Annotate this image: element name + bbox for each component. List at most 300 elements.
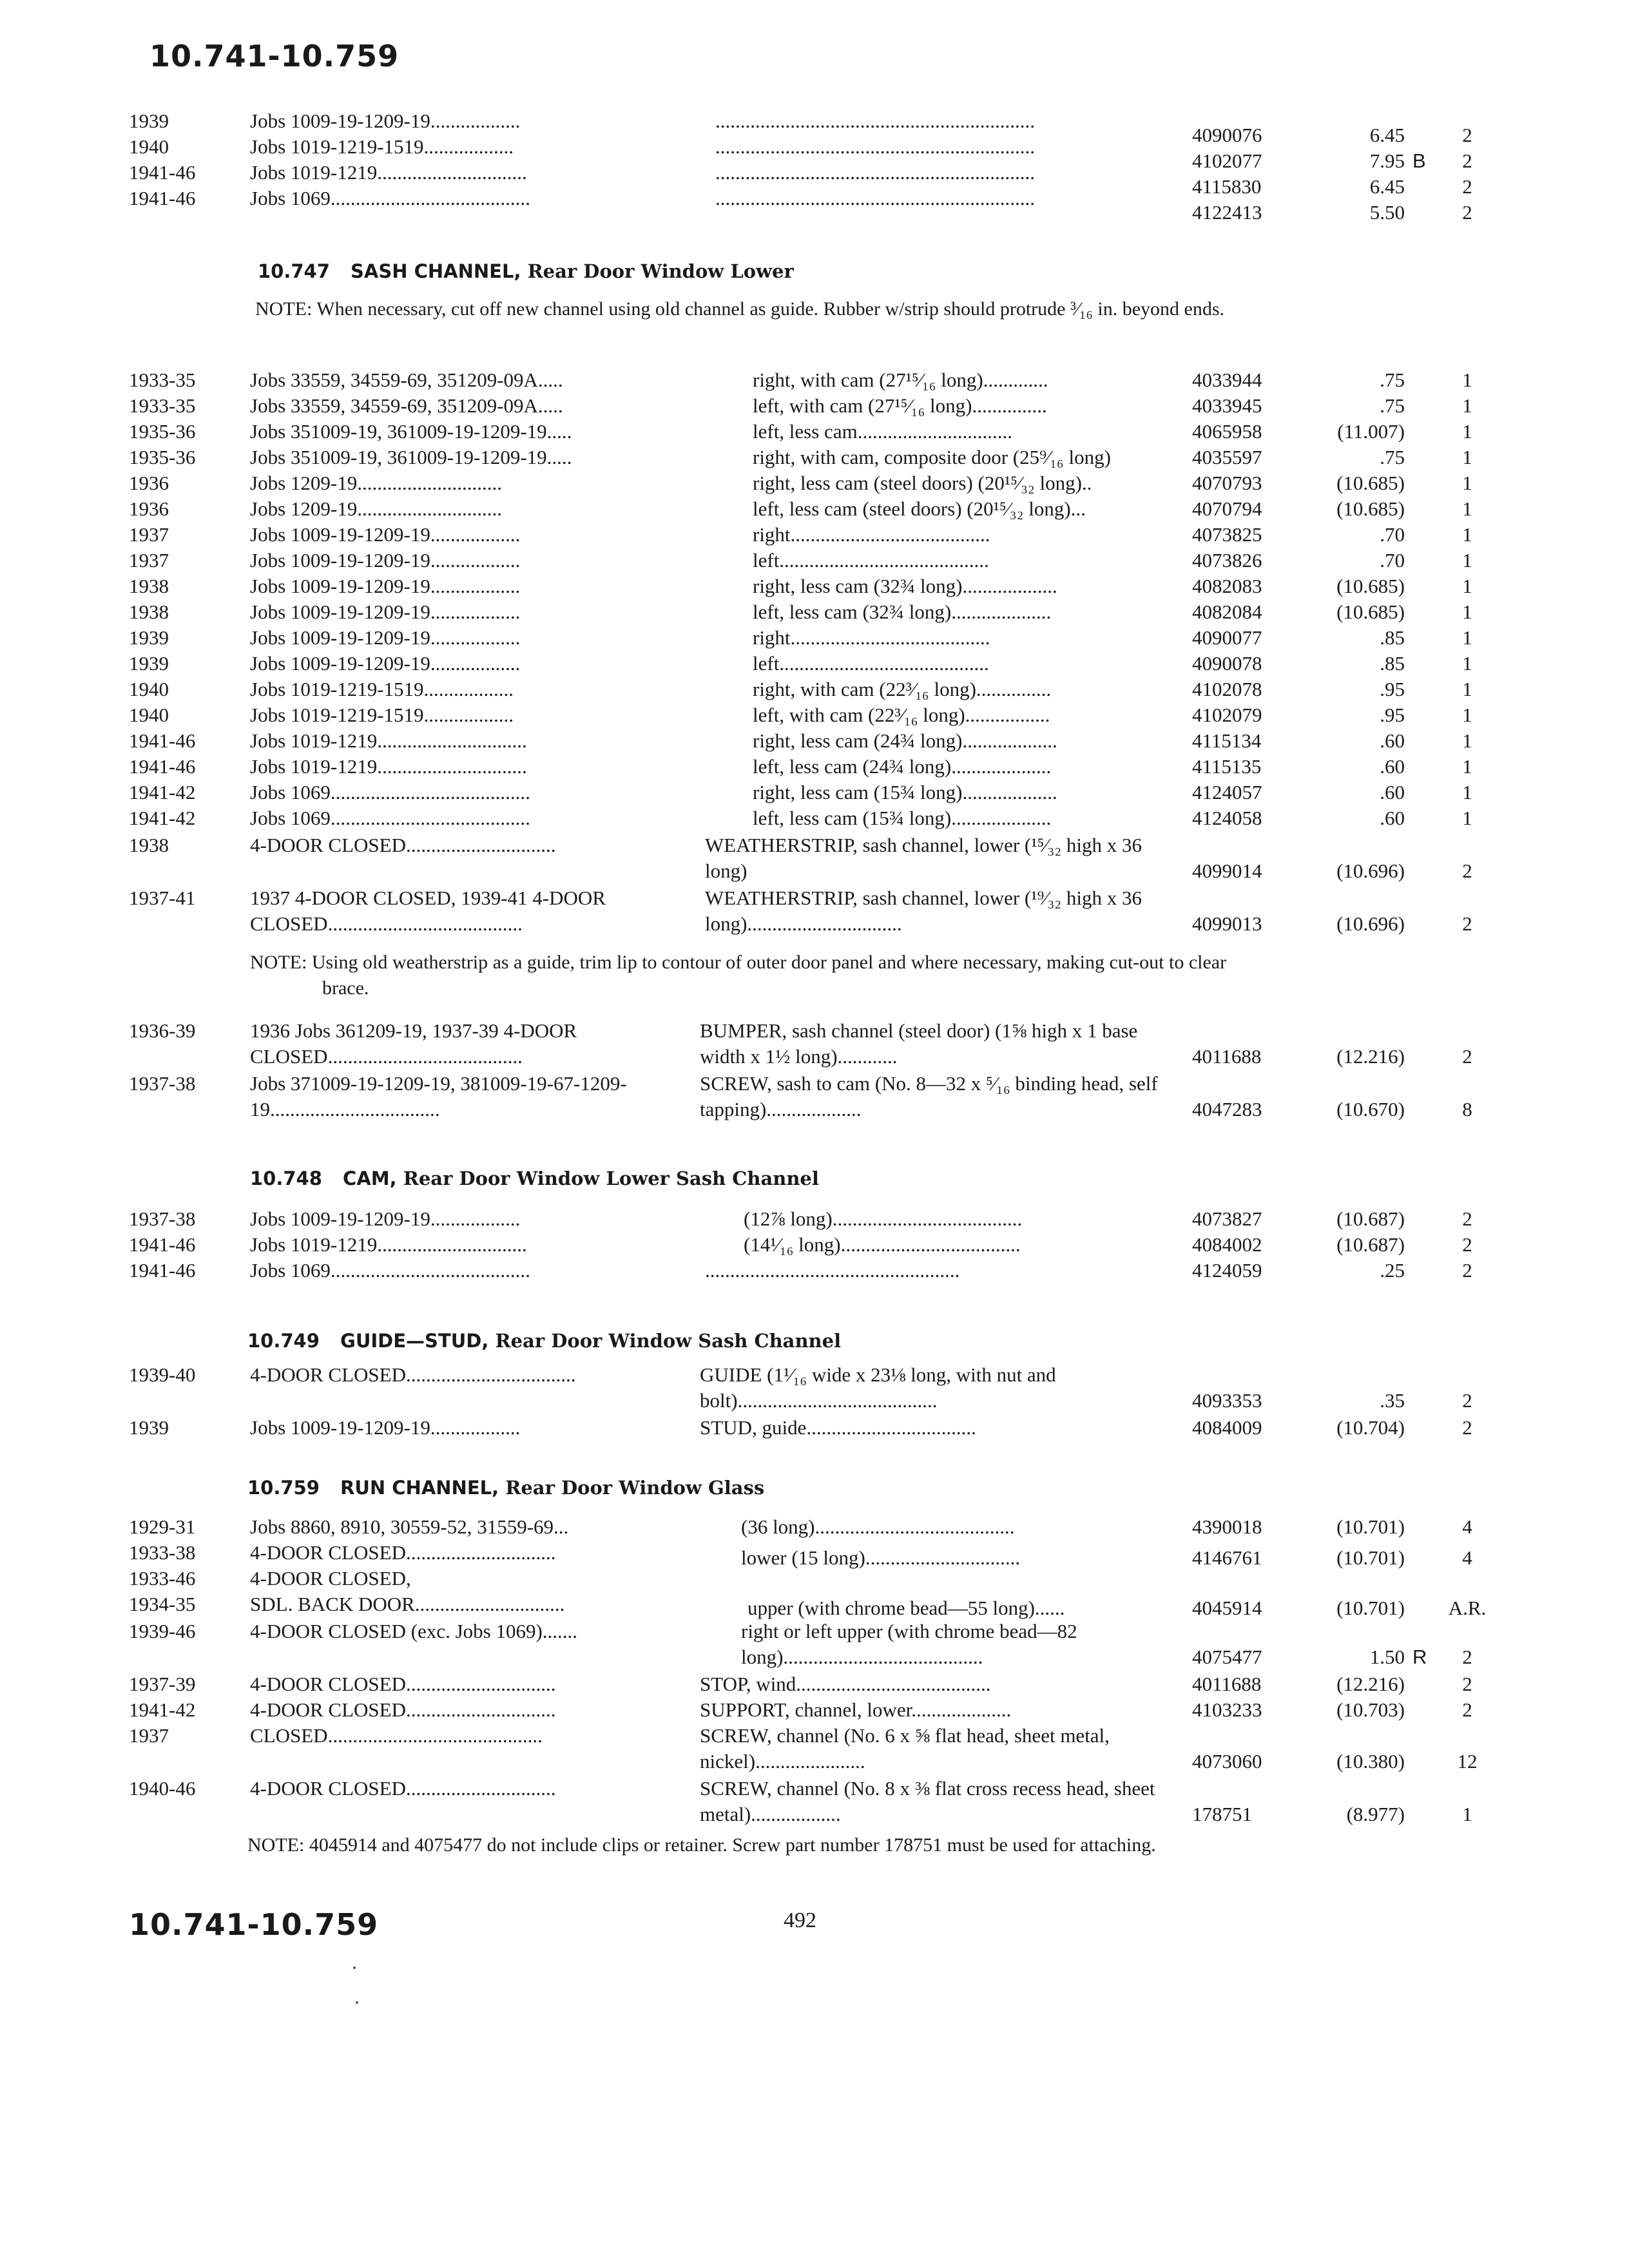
description: left, less cam............................... — [753, 420, 1012, 443]
jobs: Jobs 1009-19-1209-19.................. — [250, 549, 521, 572]
part-number: 4090077 — [1192, 626, 1262, 649]
table-row — [0, 1723, 1629, 1774]
quantity: 1 — [1462, 523, 1472, 546]
quantity: 1 — [1462, 420, 1472, 443]
jobs: Jobs 1009-19-1209-19.................. — [250, 652, 521, 675]
section-subtitle: Rear Door Window Lower — [527, 260, 794, 282]
year: 1937 — [129, 1724, 169, 1747]
jobs: Jobs 1009-19-1209-19.................. — [250, 601, 521, 623]
description: STUD, guide.................................. — [700, 1416, 976, 1439]
quantity: 2 — [1462, 1233, 1472, 1256]
price: .60 — [1380, 755, 1405, 778]
quantity: 2 — [1462, 149, 1472, 172]
year: 1939 — [129, 626, 169, 649]
table-row — [0, 1415, 1629, 1441]
table-row — [0, 1540, 1629, 1569]
quantity: 2 — [1462, 175, 1472, 198]
part-number: 4093353 — [1192, 1389, 1262, 1412]
code: R — [1412, 1646, 1427, 1668]
section-number: 10.747 — [258, 260, 330, 282]
price: (10.685) — [1336, 575, 1405, 597]
year: 1936 — [129, 497, 169, 520]
part-number: 4011688 — [1192, 1045, 1262, 1068]
jobs: Jobs 1019-1219.............................. — [250, 755, 527, 778]
scan-speck — [353, 1966, 356, 1969]
quantity: 1 — [1462, 601, 1472, 623]
description: SCREW, channel (No. 6 x ⅝ flat head, sheet metal, nickel)...................... — [700, 1724, 1110, 1773]
jobs: Jobs 1009-19-1209-19.................. — [250, 575, 521, 597]
part-number: 4099014 — [1192, 860, 1262, 882]
table-row — [0, 728, 1629, 754]
description: ................................................................ — [715, 187, 1035, 209]
jobs: Jobs 1069........................................ — [250, 781, 530, 803]
price: .70 — [1380, 523, 1405, 546]
section-subtitle: Rear Door Window Lower Sash Channel — [403, 1168, 819, 1189]
jobs: 4-DOOR CLOSED, — [250, 1567, 411, 1590]
quantity: 1 — [1462, 678, 1472, 700]
year: 1939 — [129, 652, 169, 675]
table-row — [0, 419, 1629, 445]
jobs: 4-DOOR CLOSED.............................. — [250, 1673, 556, 1695]
table-row — [0, 1671, 1629, 1697]
year: 1937-41 — [129, 887, 196, 909]
quantity: 4 — [1462, 1546, 1472, 1569]
price: (10.701) — [1336, 1515, 1405, 1538]
part-number: 4075477 — [1192, 1646, 1262, 1668]
year: 1940 — [129, 678, 169, 700]
table-row — [0, 1071, 1629, 1122]
year: 1941-42 — [129, 781, 196, 803]
description: SCREW, sash to cam (No. 8—32 x ⁵⁄₁₆ binding head, self tapping)................... — [700, 1072, 1158, 1120]
year: 1937 — [129, 523, 169, 546]
jobs: 4-DOOR CLOSED.............................. — [250, 834, 556, 856]
price: .75 — [1380, 446, 1405, 468]
jobs: Jobs 1009-19-1209-19.................. — [250, 1207, 521, 1230]
price: 6.45 — [1369, 124, 1405, 146]
jobs: Jobs 1019-1219.............................. — [250, 1233, 527, 1256]
table-row — [0, 885, 1629, 937]
quantity: 2 — [1462, 201, 1472, 224]
table-row — [0, 548, 1629, 573]
table-row — [0, 186, 1629, 224]
price: (10.696) — [1336, 912, 1405, 935]
table-row — [0, 625, 1629, 651]
jobs: Jobs 1069........................................ — [250, 807, 530, 829]
price: 1.50 — [1369, 1646, 1405, 1668]
price: (10.703) — [1336, 1698, 1405, 1721]
quantity: 1 — [1462, 1803, 1472, 1825]
section-subtitle: Rear Door Window Glass — [505, 1477, 765, 1499]
year: 1939 — [129, 1416, 169, 1439]
year: 1937-38 — [129, 1207, 196, 1230]
page-footer-title: 10.741-10.759 — [129, 1907, 379, 1942]
jobs: Jobs 33559, 34559-69, 351209-09A..... — [250, 369, 563, 391]
price: (10.701) — [1336, 1546, 1405, 1569]
price: (10.670) — [1336, 1098, 1405, 1120]
quantity: 2 — [1462, 124, 1472, 146]
part-number: 4146761 — [1192, 1546, 1262, 1569]
jobs: Jobs 8860, 8910, 30559-52, 31559-69... — [250, 1515, 569, 1538]
quantity: 1 — [1462, 549, 1472, 572]
year: 1941-42 — [129, 807, 196, 829]
part-number: 4073827 — [1192, 1207, 1262, 1230]
description: left.......................................... — [753, 549, 989, 572]
table-row — [0, 702, 1629, 728]
description: right........................................ — [753, 626, 990, 649]
price: .85 — [1380, 652, 1405, 675]
quantity: 1 — [1462, 755, 1472, 778]
jobs: Jobs 1019-1219.............................. — [250, 161, 527, 184]
year: 1941-46 — [129, 755, 196, 778]
year: 1933-38 — [129, 1541, 196, 1564]
year: 1938 — [129, 601, 169, 623]
jobs: Jobs 351009-19, 361009-19-1209-19..... — [250, 420, 572, 443]
part-number: 4045914 — [1192, 1597, 1262, 1619]
jobs: Jobs 1209-19............................. — [250, 472, 502, 494]
year: 1934-35 — [129, 1593, 196, 1615]
price: .75 — [1380, 369, 1405, 391]
part-number: 4065958 — [1192, 420, 1262, 443]
price: .95 — [1380, 704, 1405, 726]
description: right, with cam, composite door (25⁹⁄₁₆ long) — [753, 446, 1111, 468]
section-name: SASH CHANNEL, — [351, 260, 521, 282]
year: 1939 — [129, 110, 169, 132]
price: (10.685) — [1336, 601, 1405, 623]
table-row — [0, 1514, 1629, 1540]
table-row — [0, 780, 1629, 805]
jobs: 1937 4-DOOR CLOSED, 1939-41 4-DOOR CLOSED....................................... — [250, 887, 606, 935]
part-number: 4070793 — [1192, 472, 1262, 494]
quantity: 1 — [1462, 652, 1472, 675]
jobs: 4-DOOR CLOSED.............................. — [250, 1698, 556, 1721]
year: 1937 — [129, 549, 169, 572]
description: STOP, wind....................................... — [700, 1673, 991, 1695]
table-row — [0, 1362, 1629, 1414]
part-number: 4115135 — [1192, 755, 1262, 778]
description: ................................................................ — [715, 135, 1035, 158]
table-row — [0, 393, 1629, 419]
year: 1933-35 — [129, 394, 196, 417]
code: B — [1412, 149, 1426, 172]
price: .75 — [1380, 394, 1405, 417]
price: (10.696) — [1336, 860, 1405, 882]
description: SCREW, channel (No. 8 x ⅜ flat cross recess head, sheet metal).................. — [700, 1777, 1155, 1825]
table-row — [0, 1566, 1629, 1591]
part-number: 4115134 — [1192, 729, 1262, 752]
jobs: Jobs 1009-19-1209-19.................. — [250, 1416, 521, 1439]
table-row — [0, 1232, 1629, 1258]
part-number: 4082084 — [1192, 601, 1262, 623]
jobs: Jobs 1069........................................ — [250, 187, 530, 209]
quantity: 1 — [1462, 626, 1472, 649]
year: 1941-46 — [129, 1259, 196, 1282]
year: 1941-42 — [129, 1698, 196, 1721]
table-row — [0, 496, 1629, 522]
year: 1929-31 — [129, 1515, 196, 1538]
section-number: 10.749 — [247, 1330, 320, 1352]
year: 1941-46 — [129, 1233, 196, 1256]
part-number: 4122413 — [1192, 201, 1262, 224]
price: (12.216) — [1336, 1045, 1405, 1068]
year: 1939-40 — [129, 1363, 196, 1386]
jobs: 1936 Jobs 361209-19, 1937-39 4-DOOR CLOSED....................................... — [250, 1019, 577, 1068]
price: 5.50 — [1369, 201, 1405, 224]
price: (10.685) — [1336, 497, 1405, 520]
jobs: Jobs 1009-19-1209-19.................. — [250, 110, 521, 132]
table-row — [0, 754, 1629, 780]
price: .60 — [1380, 781, 1405, 803]
quantity: A.R. — [1448, 1597, 1487, 1619]
price: .70 — [1380, 549, 1405, 572]
quantity: 2 — [1462, 1416, 1472, 1439]
section-note: NOTE: 4045914 and 4075477 do not include clips or retainer. Screw part number 178751 must be used for attaching. — [247, 1834, 1156, 1856]
jobs: Jobs 1069........................................ — [250, 1259, 530, 1282]
price: (10.685) — [1336, 472, 1405, 494]
jobs: Jobs 1019-1219.............................. — [250, 729, 527, 752]
part-number: 4070794 — [1192, 497, 1262, 520]
jobs: 4-DOOR CLOSED.................................. — [250, 1363, 576, 1386]
price: (10.687) — [1336, 1233, 1405, 1256]
table-row — [0, 1619, 1629, 1670]
description: (14¹⁄₁₆ long).................................... — [744, 1233, 1021, 1256]
quantity: 1 — [1462, 394, 1472, 417]
part-number: 4115830 — [1192, 175, 1262, 198]
price: .25 — [1380, 1259, 1405, 1282]
section-note: NOTE: When necessary, cut off new channel using old channel as guide. Rubber w/strip should protrude ³⁄₁₆ in. beyond ends. — [255, 298, 1225, 320]
jobs: Jobs 1019-1219-1519.................. — [250, 704, 514, 726]
quantity: 12 — [1457, 1750, 1478, 1773]
table-row — [0, 651, 1629, 677]
price: 7.95 — [1369, 149, 1405, 172]
description: left, less cam (24¾ long).................... — [753, 755, 1052, 778]
section-subtitle: Rear Door Window Sash Channel — [495, 1330, 842, 1352]
part-number: 4073825 — [1192, 523, 1262, 546]
table-row — [0, 1776, 1629, 1827]
year: 1940-46 — [129, 1777, 196, 1800]
quantity: 1 — [1462, 446, 1472, 468]
quantity: 1 — [1462, 781, 1472, 803]
part-number: 4033945 — [1192, 394, 1262, 417]
section-name: GUIDE—STUD, — [340, 1330, 489, 1352]
part-number: 4073060 — [1192, 1750, 1262, 1773]
section-title-10-749 — [247, 1330, 841, 1352]
quantity: 1 — [1462, 729, 1472, 752]
description: left.......................................... — [753, 652, 989, 675]
quantity: 1 — [1462, 497, 1472, 520]
jobs: Jobs 1009-19-1209-19.................. — [250, 626, 521, 649]
jobs: Jobs 1209-19............................. — [250, 497, 502, 520]
price: .95 — [1380, 678, 1405, 700]
quantity: 2 — [1462, 1207, 1472, 1230]
table-row — [0, 1697, 1629, 1723]
year: 1935-36 — [129, 420, 196, 443]
table-row — [0, 677, 1629, 702]
quantity: 2 — [1462, 1698, 1472, 1721]
jobs: Jobs 1019-1219-1519.................. — [250, 135, 514, 158]
jobs: 4-DOOR CLOSED.............................. — [250, 1777, 556, 1800]
part-number: 4102077 — [1192, 149, 1262, 172]
description: left, with cam (22³⁄₁₆ long)................. — [753, 704, 1050, 726]
quantity: 1 — [1462, 807, 1472, 829]
description: right, less cam (24¾ long)................... — [753, 729, 1057, 752]
description: right, less cam (32¾ long)................... — [753, 575, 1057, 597]
quantity: 1 — [1462, 704, 1472, 726]
description: right or left upper (with chrome bead—82 long)........................................ — [741, 1620, 1077, 1668]
year: 1941-46 — [129, 187, 196, 209]
table-row — [0, 445, 1629, 470]
price: (10.701) — [1336, 1597, 1405, 1619]
price: (11.007) — [1337, 420, 1405, 443]
description: (36 long)........................................ — [741, 1515, 1015, 1538]
jobs: 4-DOOR CLOSED.............................. — [250, 1541, 556, 1564]
description: ................................................................ — [715, 161, 1035, 184]
jobs: Jobs 1009-19-1209-19.................. — [250, 523, 521, 546]
table-row — [0, 805, 1629, 831]
table-row — [0, 1591, 1629, 1617]
jobs: CLOSED........................................... — [250, 1724, 543, 1747]
quantity: 2 — [1462, 1673, 1472, 1695]
price: .60 — [1380, 729, 1405, 752]
year: 1939-46 — [129, 1620, 196, 1642]
year: 1937-38 — [129, 1072, 196, 1095]
section-name: RUN CHANNEL, — [340, 1477, 499, 1499]
year: 1941-46 — [129, 161, 196, 184]
jobs: Jobs 33559, 34559-69, 351209-09A..... — [250, 394, 563, 417]
table-row — [0, 1258, 1629, 1283]
jobs: 4-DOOR CLOSED (exc. Jobs 1069)....... — [250, 1620, 578, 1642]
price: (10.380) — [1336, 1750, 1405, 1773]
part-number: 4103233 — [1192, 1698, 1262, 1721]
jobs: Jobs 371009-19-1209-19, 381009-19-67-1209-19.................................. — [250, 1072, 627, 1120]
quantity: 2 — [1462, 1259, 1472, 1282]
year: 1933-35 — [129, 369, 196, 391]
description: left, less cam (steel doors) (20¹⁵⁄₃₂ long)... — [753, 497, 1086, 520]
quantity: 1 — [1462, 369, 1472, 391]
table-row — [0, 522, 1629, 548]
description: ................................................................ — [715, 110, 1035, 132]
part-number: 4084009 — [1192, 1416, 1262, 1439]
part-number: 4390018 — [1192, 1515, 1262, 1538]
description: left, less cam (32¾ long).................... — [753, 601, 1052, 623]
quantity: 1 — [1462, 575, 1472, 597]
table-row — [0, 573, 1629, 599]
description: GUIDE (1¹⁄₁₆ wide x 23⅛ long, with nut and bolt)........................................ — [700, 1363, 1056, 1412]
price: (8.977) — [1346, 1803, 1405, 1825]
description: right, less cam (steel doors) (20¹⁵⁄₃₂ long).. — [753, 472, 1092, 494]
page-header-title: 10.741-10.759 — [149, 39, 400, 73]
quantity: 2 — [1462, 860, 1472, 882]
description: ................................................... — [705, 1259, 960, 1282]
part-number: 4090078 — [1192, 652, 1262, 675]
section-note: NOTE: Using old weatherstrip as a guide, trim lip to contour of outer door panel and where necessary, making cut-out to clear brace. — [250, 952, 1227, 999]
part-number: 4033944 — [1192, 369, 1262, 391]
description: left, less cam (15¾ long).................... — [753, 807, 1052, 829]
description: right, with cam (22³⁄₁₆ long)............... — [753, 678, 1052, 700]
section-title-10-759 — [247, 1477, 764, 1499]
price: 6.45 — [1369, 175, 1405, 198]
part-number: 4035597 — [1192, 446, 1262, 468]
quantity: 2 — [1462, 1389, 1472, 1412]
year: 1941-46 — [129, 729, 196, 752]
part-number: 4124059 — [1192, 1259, 1262, 1282]
quantity: 4 — [1462, 1515, 1472, 1538]
year: 1936-39 — [129, 1019, 196, 1042]
table-row — [0, 1018, 1629, 1070]
price: (10.704) — [1336, 1416, 1405, 1439]
description: (12⅞ long)...................................... — [744, 1207, 1023, 1230]
price: (12.216) — [1336, 1673, 1405, 1695]
description: SUPPORT, channel, lower.................... — [700, 1698, 1012, 1721]
jobs: SDL. BACK DOOR.............................. — [250, 1593, 565, 1615]
price: (10.687) — [1336, 1207, 1405, 1230]
scan-speck — [356, 2001, 358, 2004]
part-number: 4124058 — [1192, 807, 1262, 829]
table-row — [0, 599, 1629, 625]
part-number: 4102079 — [1192, 704, 1262, 726]
jobs: Jobs 351009-19, 361009-19-1209-19..... — [250, 446, 572, 468]
year: 1940 — [129, 135, 169, 158]
quantity: 2 — [1462, 1045, 1472, 1068]
jobs: Jobs 1019-1219-1519.................. — [250, 678, 514, 700]
page-number: 492 — [784, 1908, 816, 1932]
quantity: 2 — [1462, 912, 1472, 935]
part-number: 4011688 — [1192, 1673, 1262, 1695]
year: 1933-46 — [129, 1567, 196, 1590]
quantity: 8 — [1462, 1098, 1472, 1120]
description: right........................................ — [753, 523, 990, 546]
part-number: 4099013 — [1192, 912, 1262, 935]
part-number: 4082083 — [1192, 575, 1262, 597]
part-number: 4090076 — [1192, 124, 1262, 146]
price: .85 — [1380, 626, 1405, 649]
description: WEATHERSTRIP, sash channel, lower (¹⁵⁄₃₂ high x 36 long) — [705, 834, 1142, 882]
price: .60 — [1380, 807, 1405, 829]
year: 1935-36 — [129, 446, 196, 468]
table-row — [0, 832, 1629, 884]
table-row — [0, 470, 1629, 496]
quantity: 2 — [1462, 1646, 1472, 1668]
table-row — [0, 108, 1629, 146]
description: left, with cam (27¹⁵⁄₁₆ long)............... — [753, 394, 1047, 417]
year: 1938 — [129, 575, 169, 597]
year: 1940 — [129, 704, 169, 726]
part-number: 4047283 — [1192, 1098, 1262, 1120]
description: BUMPER, sash channel (steel door) (1⅝ high x 1 base width x 1½ long)............ — [700, 1019, 1138, 1068]
description: lower (15 long)............................... — [741, 1546, 1021, 1569]
section-title-10-748 — [250, 1168, 819, 1189]
table-row — [0, 1206, 1629, 1232]
year: 1938 — [129, 834, 169, 856]
description: upper (with chrome bead—55 long)...... — [747, 1597, 1065, 1619]
price: .35 — [1380, 1389, 1405, 1412]
part-number: 178751 — [1192, 1803, 1252, 1825]
year: 1937-39 — [129, 1673, 196, 1695]
year: 1936 — [129, 472, 169, 494]
section-name: CAM, — [343, 1168, 397, 1189]
section-title-10-747 — [258, 260, 794, 282]
part-number: 4073826 — [1192, 549, 1262, 572]
table-row — [0, 367, 1629, 393]
description: right, with cam (27¹⁵⁄₁₆ long)............. — [753, 369, 1048, 391]
part-number: 4084002 — [1192, 1233, 1262, 1256]
quantity: 1 — [1462, 472, 1472, 494]
description: WEATHERSTRIP, sash channel, lower (¹⁹⁄₃₂ high x 36 long)............................... — [705, 887, 1142, 935]
table-row — [0, 134, 1629, 172]
section-number: 10.759 — [247, 1477, 320, 1499]
description: right, less cam (15¾ long)................... — [753, 781, 1057, 803]
section-number: 10.748 — [250, 1168, 322, 1189]
part-number: 4124057 — [1192, 781, 1262, 803]
